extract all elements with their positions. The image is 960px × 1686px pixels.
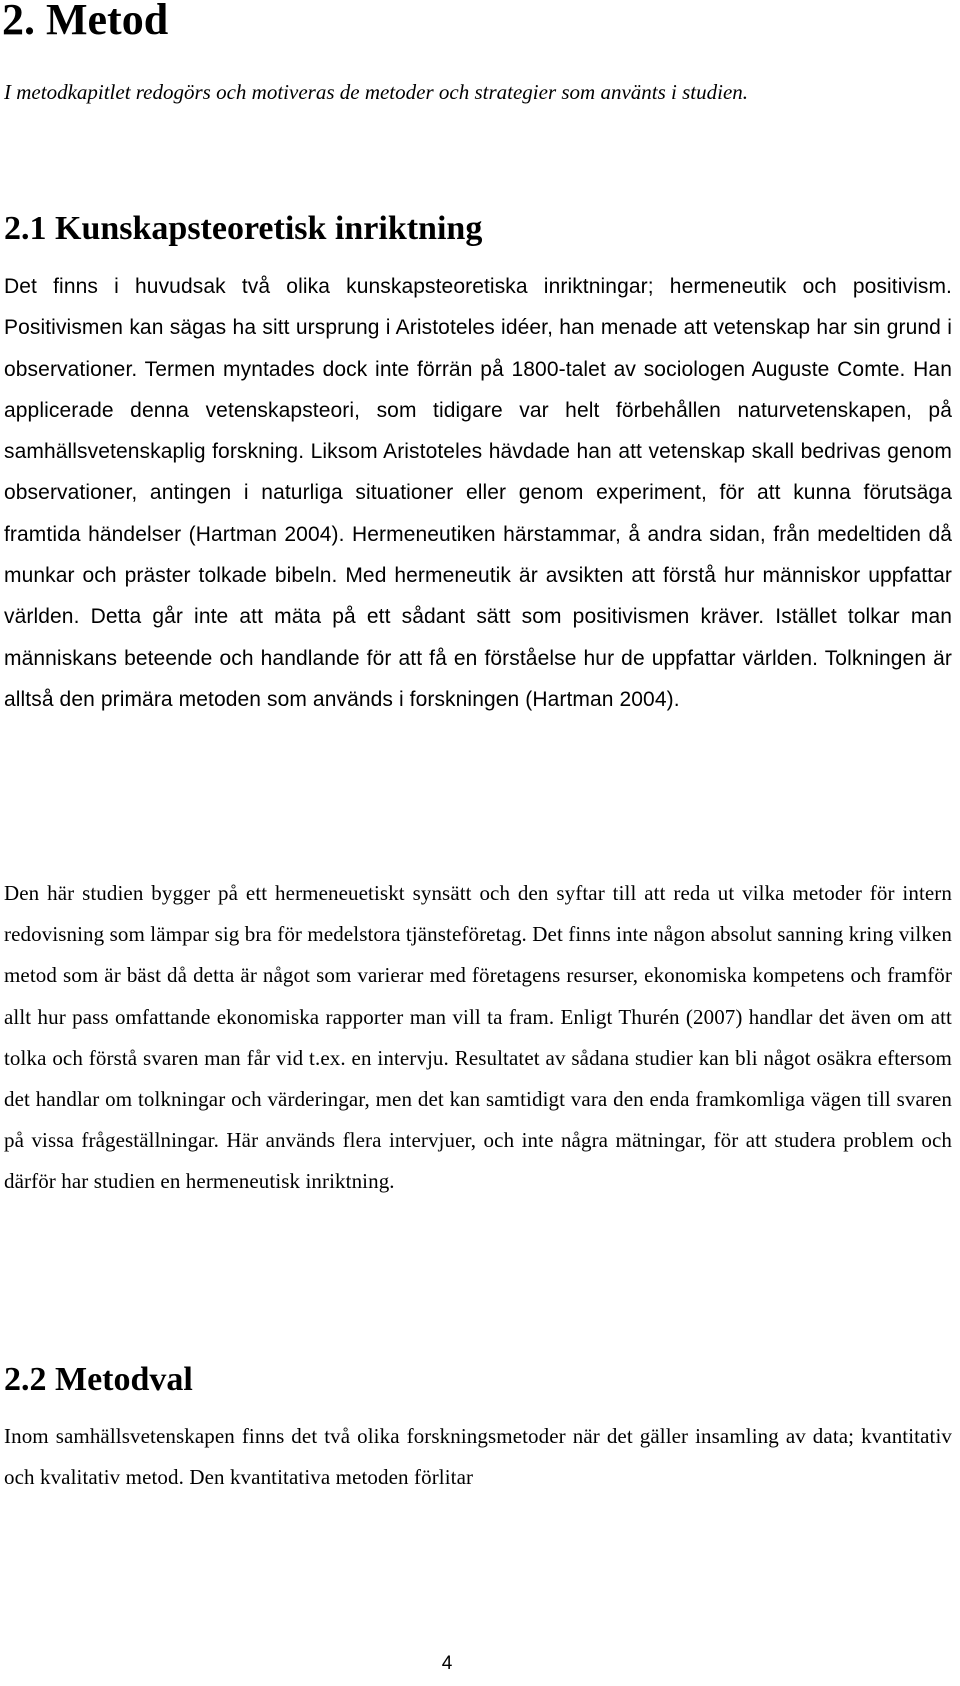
page-number: 4	[441, 1653, 453, 1674]
chapter-intro: I metodkapitlet redogörs och motiveras de metoder och strategier som använts i studien.	[4, 80, 749, 104]
section-title-metodval: 2.2 Metodval	[4, 1361, 193, 1398]
section-title-kunskapsteoretisk: 2.1 Kunskapsteoretisk inriktning	[4, 210, 483, 247]
paragraph-metodval: Inom samhällsvetenskapen finns det två olika forskningsmetoder när det gäller insamling av data; kvantitativ och kvalitativ metod. Den kvantitativa metoden förlitar	[4, 1424, 952, 1490]
paragraph-study-approach: Den här studien bygger på ett hermeneuetiskt synsätt och den syftar till att reda ut vilka metoder för intern redovisning som lämpar sig bra för medelstora tjänsteföretag. Det finns inte någon absolut sanning kring vilken metod som är bäst då detta är något som varierar med företagens resurser, ekonomiska kompetens och framför allt hur pass omfattande ekonomiska rapporter man vill ta fram. Enligt Thurén (2007) handlar det även om att tolka och förstå svaren man får vid t.ex. en intervju. Resultatet av sådana studier kan bli något osäkra eftersom det handlar om tolkningar och värderingar, men det kan samtidigt vara den enda framkomliga vägen till svaren på vissa frågeställningar. Här används flera intervjuer, och inte några mätningar, för att studera problem och därför har studien en hermeneutisk inriktning.	[4, 881, 952, 1194]
chapter-title: 2. Metod	[2, 0, 169, 44]
paragraph-positivism-hermeneutik: Det finns i huvudsak två olika kunskapsteoretiska inriktningar; hermeneutik och positivism. Positivismen kan sägas ha sitt ursprung i Aristoteles idéer, han menade att vetenskap har sin grund i observationer. Termen myntades dock inte förrän på 1800-talet av sociologen Auguste Comte. Han applicerade denna vetenskapsteori, som tidigare var helt förbehållen naturvetenskapen, på samhällsvetenskaplig forskning. Liksom Aristoteles hävdade han att vetenskap skall bedrivas genom observationer, antingen i naturliga situationer eller genom experiment, för att kunna förutsäga framtida händelser (Hartman 2004). Hermeneutiken härstammar, å andra sidan, från medeltiden då munkar och präster tolkade bibeln. Med hermeneutik är avsikten att förstå hur människor uppfattar världen. Detta går inte att mäta på ett sådant sätt som positivismen kräver. Istället tolkar man människans beteende och handlande för att få en förståelse hur de uppfattar världen. Tolkningen är alltså den primära metoden som används i forskningen (Hartman 2004).	[4, 275, 952, 711]
